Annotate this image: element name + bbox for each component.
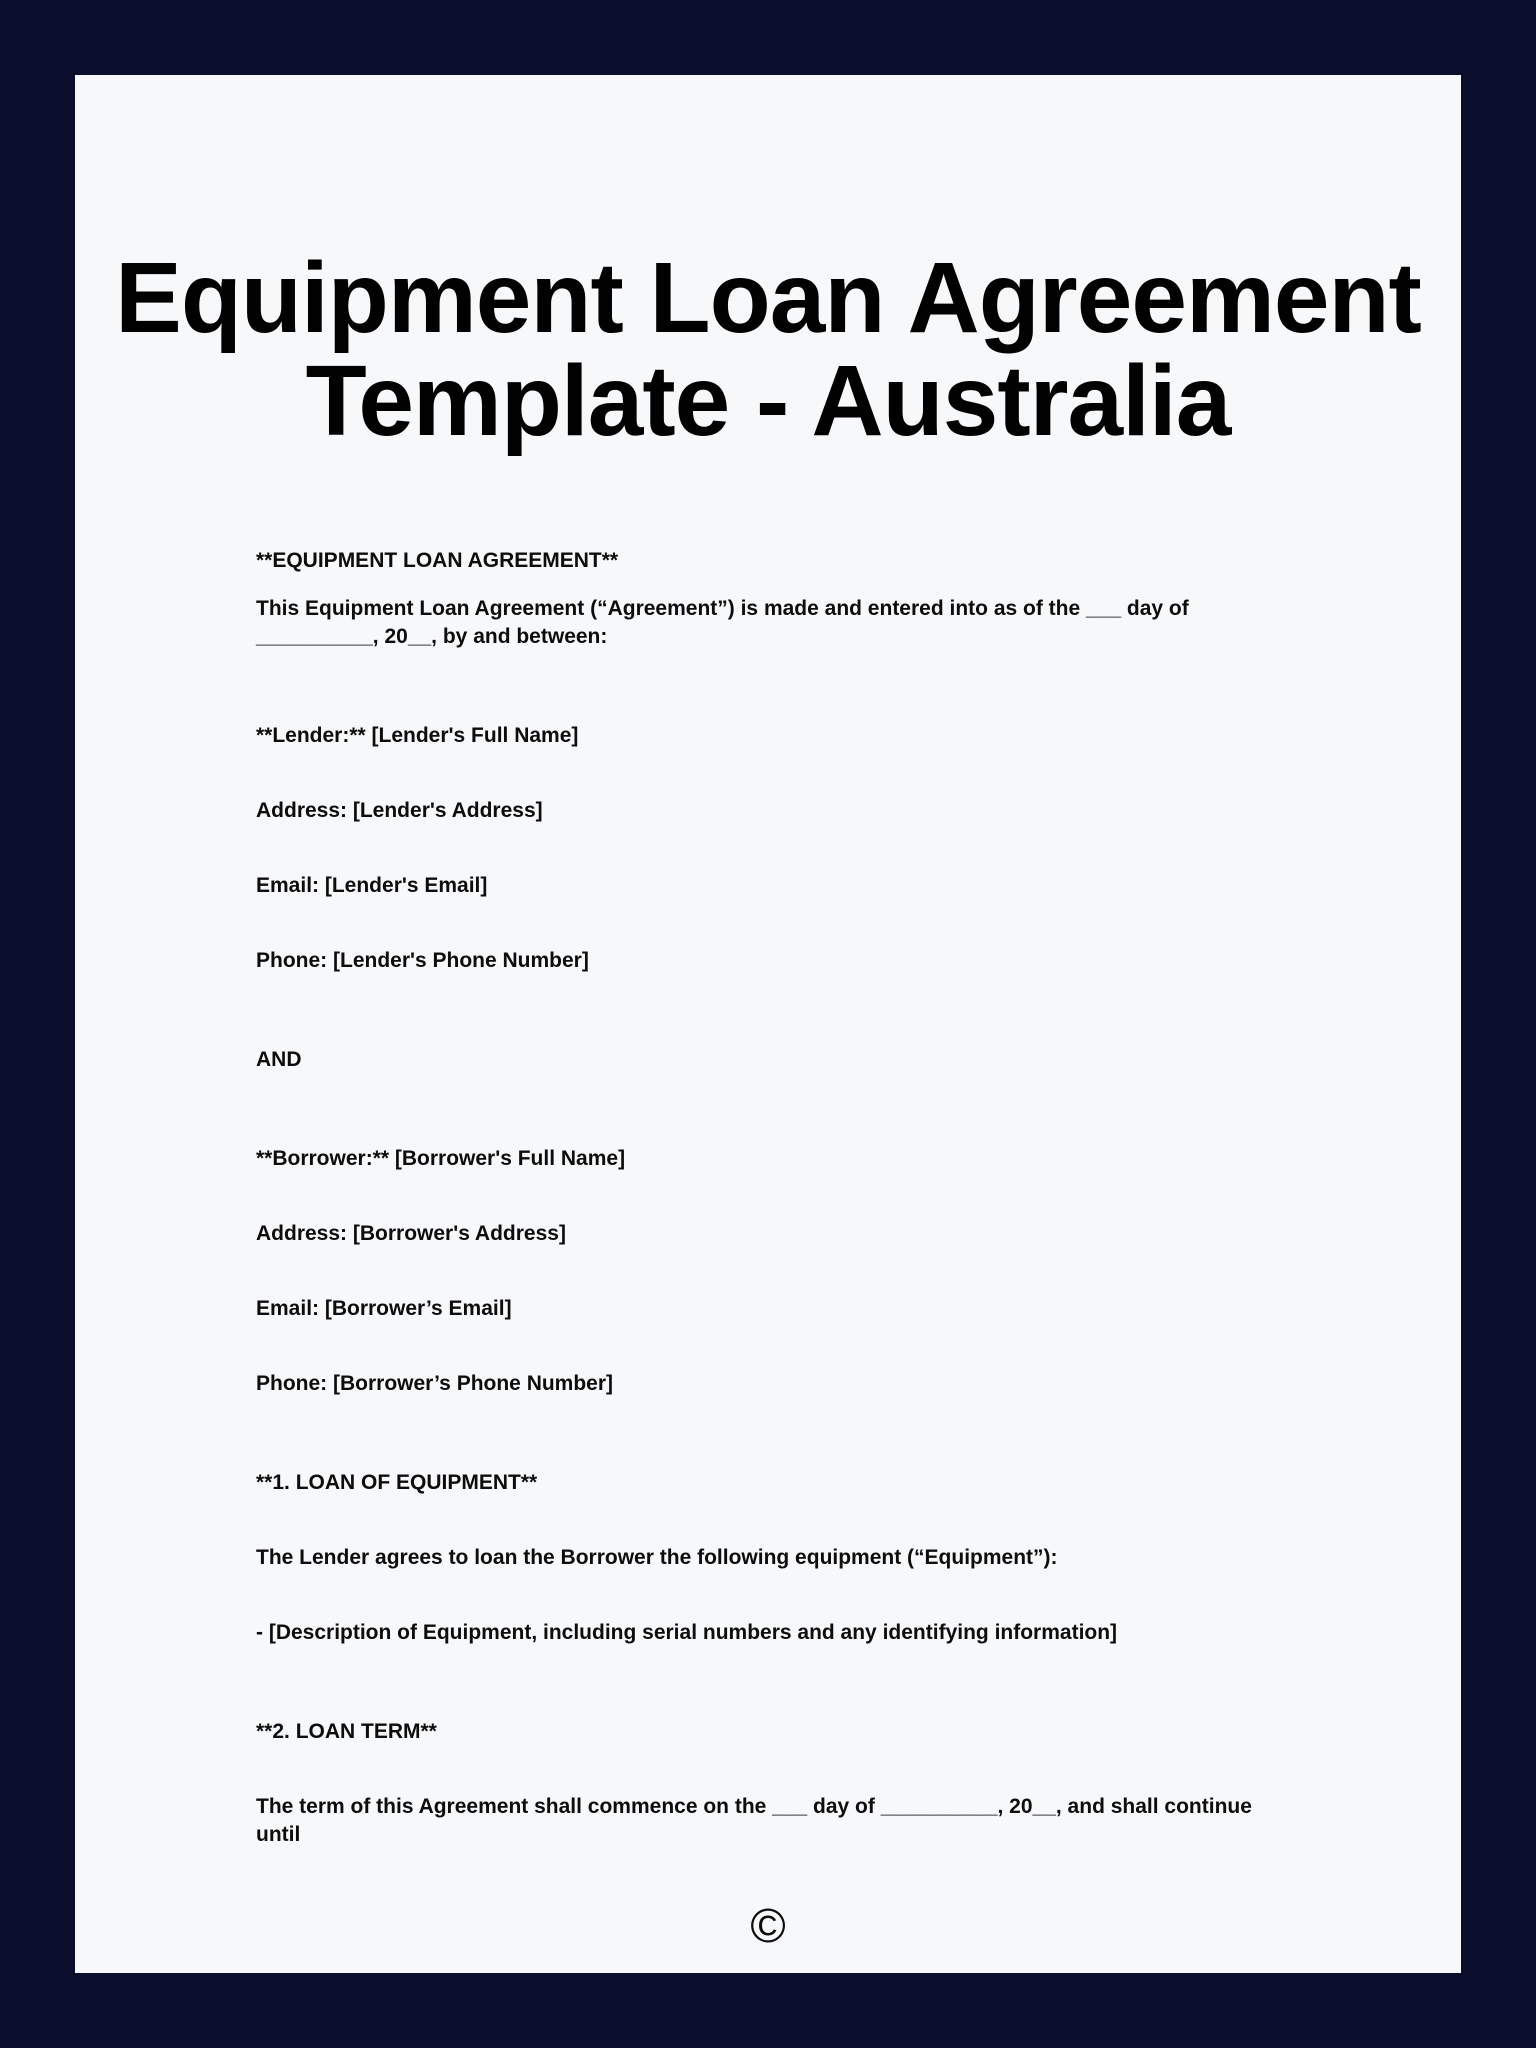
para-lender-address: Address: [Lender's Address] [256, 799, 543, 822]
page-title: Equipment Loan Agreement Template - Australia [115, 242, 1421, 457]
document-page [75, 75, 1461, 1973]
para-borrower-name: **Borrower:** [Borrower's Full Name] [256, 1147, 626, 1170]
para-borrower-address: Address: [Borrower's Address] [256, 1222, 566, 1245]
heading-equipment-loan-agreement: **EQUIPMENT LOAN AGREEMENT** [256, 549, 619, 572]
para-and: AND [256, 1048, 302, 1071]
para-lender-name: **Lender:** [Lender's Full Name] [256, 724, 579, 747]
para-borrower-email: Email: [Borrower’s Email] [256, 1297, 512, 1320]
para-borrower-phone: Phone: [Borrower’s Phone Number] [256, 1372, 614, 1395]
para-intro: This Equipment Loan Agreement (“Agreement”) is made and entered into as of the ___ day of __________, 20__, by and between: [256, 597, 1189, 648]
heading-section-1-loan-of-equipment: **1. LOAN OF EQUIPMENT** [256, 1471, 538, 1494]
para-equipment-description: - [Description of Equipment, including serial numbers and any identifying information] [256, 1621, 1118, 1644]
para-lender-phone: Phone: [Lender's Phone Number] [256, 949, 589, 972]
document-body [75, 547, 1296, 1849]
copyright-symbol: © [750, 1900, 786, 1953]
para-section-1-body: The Lender agrees to loan the Borrower the following equipment (“Equipment”): [256, 1546, 1058, 1569]
heading-section-2-loan-term: **2. LOAN TERM** [256, 1720, 437, 1743]
para-lender-email: Email: [Lender's Email] [256, 874, 488, 897]
para-section-2-body: The term of this Agreement shall commence on the ___ day of __________, 20__, and shall continue until [256, 1795, 1252, 1846]
